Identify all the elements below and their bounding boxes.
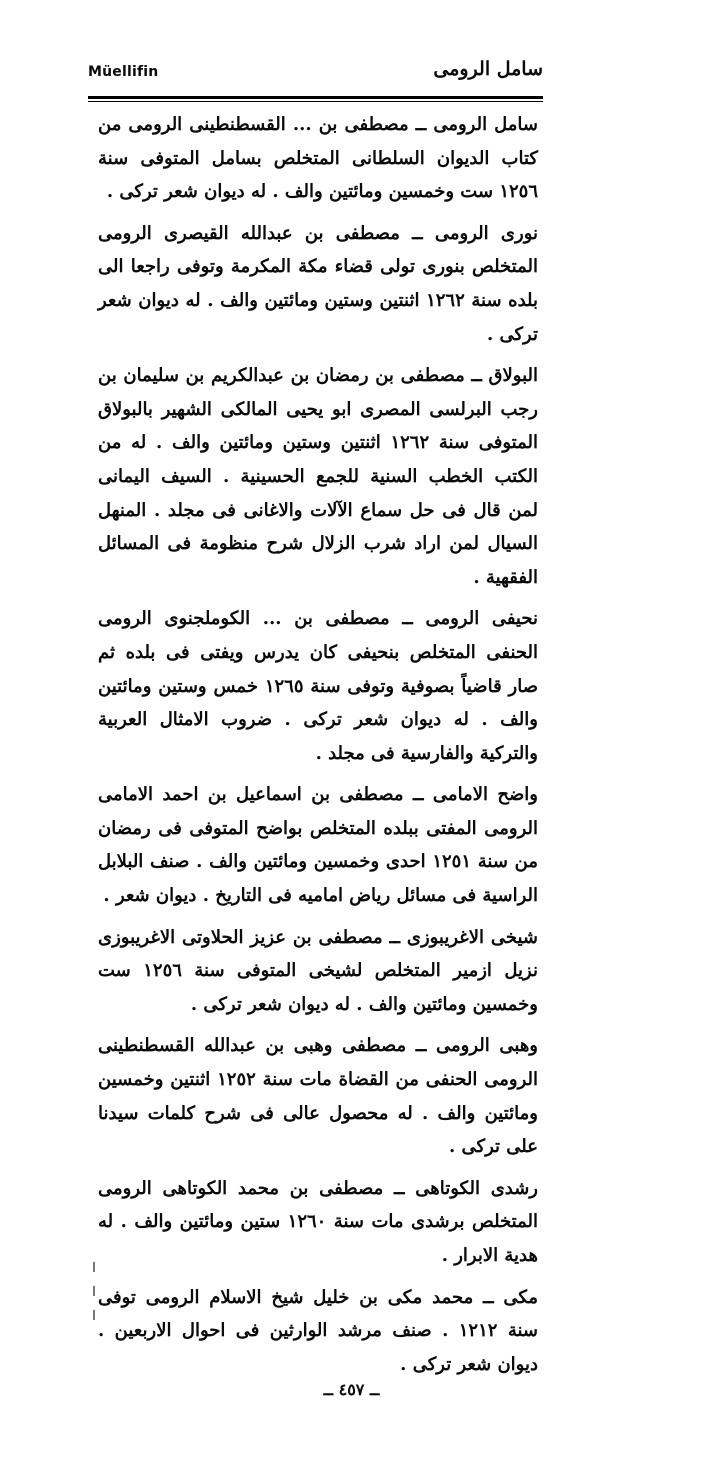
header-rule-thick — [88, 96, 543, 99]
entry-text: شيخى الاغريبوزى ــ مصطفى بن عزيز الحلاوتى الاغريبوزى نزيل ازمير المتخلص لشيخى المتوفى سنة ١٢٥٦ ست وخمسين ومائتين والف . له ديوان شعر تركى . — [98, 926, 538, 1015]
page-body — [98, 108, 538, 1389]
entry-text: واضح الامامى ــ مصطفى بن اسماعيل بن احمد الامامى الرومى المفتى ببلده المتخلص بواضح المتوفى فى رمضان من سنة ١٢٥١ احدى وخمسين ومائتين والف . صنف البلابل الراسية فى مسائل رياض اماميه فى التاريخ . ديوان شعر . — [98, 784, 538, 907]
entry-nahifi — [98, 602, 538, 770]
entry-shaykhi — [98, 921, 538, 1022]
entry-text: البولاق ــ مصطفى بن رمضان بن عبدالكريم بن سليمان بن رجب البرلسى المصرى ابو يحيى المالكى الشهير بالبولاق المتوفى سنة ١٢٦٢ اثنتين وستين ومائتين والف . له من الكتب الخطب السنية للجمع الحسينية . السيف اليمانى لمن قال فى حل سماع الآلات والاغانى فى مجلد . المنهل السيال لمن اراد شرب الزلال شرح منظومة فى المسائل الفقهية . — [98, 365, 538, 588]
entry-samil — [98, 108, 538, 209]
entry-bulaq — [98, 359, 538, 594]
running-header — [88, 58, 543, 94]
header-left-label: Müellifin — [88, 64, 159, 80]
scan-edge-marks — [93, 1262, 97, 1332]
header-right-label: سامل الرومى — [433, 58, 543, 80]
entry-wahbi — [98, 1029, 538, 1163]
header-rule-thin — [88, 101, 543, 102]
entry-text: سامل الرومى ــ مصطفى بن ... القسطنطينى الرومى من كتاب الديوان السلطانى المتخلص بسامل المتوفى سنة ١٢٥٦ ست وخمسين ومائتين والف . له ديوان شعر تركى . — [98, 114, 538, 203]
entry-text: رشدى الكوتاهى ــ مصطفى بن محمد الكوتاهى الرومى المتخلص برشدى مات سنة ١٢٦٠ ستين ومائتين والف . له هدية الابرار . — [98, 1177, 538, 1266]
page-number: ــ ٤٥٧ ــ — [323, 1380, 380, 1399]
entry-text: نحيفى الرومى ــ مصطفى بن ... الكوملجنوى الرومى الحنفى المتخلص بنحيفى كان يدرس ويفتى فى بلده ثم صار قاضياً بصوفية وتوفى سنة ١٢٦٥ خمس وستين ومائتين والف . له ديوان شعر تركى . ضروب الامثال العربية والتركية والفارسية فى مجلد . — [98, 608, 539, 764]
entry-text: وهبى الرومى ــ مصطفى وهبى بن عبدالله القسطنطينى الرومى الحنفى من القضاة مات سنة ١٢٥٢ اثنتين وخمسين ومائتين والف . له محصول عالى فى شرح كلمات سيدنا على تركى . — [98, 1035, 538, 1158]
entry-text: مكى ــ محمد مكى بن خليل شيخ الاسلام الرومى توفى سنة ١٢١٢ . صنف مرشد الوارثين فى احوال الاربعين . ديوان شعر تركى . — [98, 1286, 538, 1375]
entry-rushdi — [98, 1172, 538, 1273]
entry-wadih — [98, 778, 538, 912]
entry-text: نورى الرومى ــ مصطفى بن عبدالله القيصرى الرومى المتخلص بنورى تولى قضاء مكة المكرمة وتوفى راجعا الى بلده سنة ١٢٦٢ اثنتين وستين ومائتين والف . له ديوان شعر تركى . — [98, 222, 539, 345]
entry-nuri — [98, 217, 538, 351]
entry-makki — [98, 1281, 538, 1382]
